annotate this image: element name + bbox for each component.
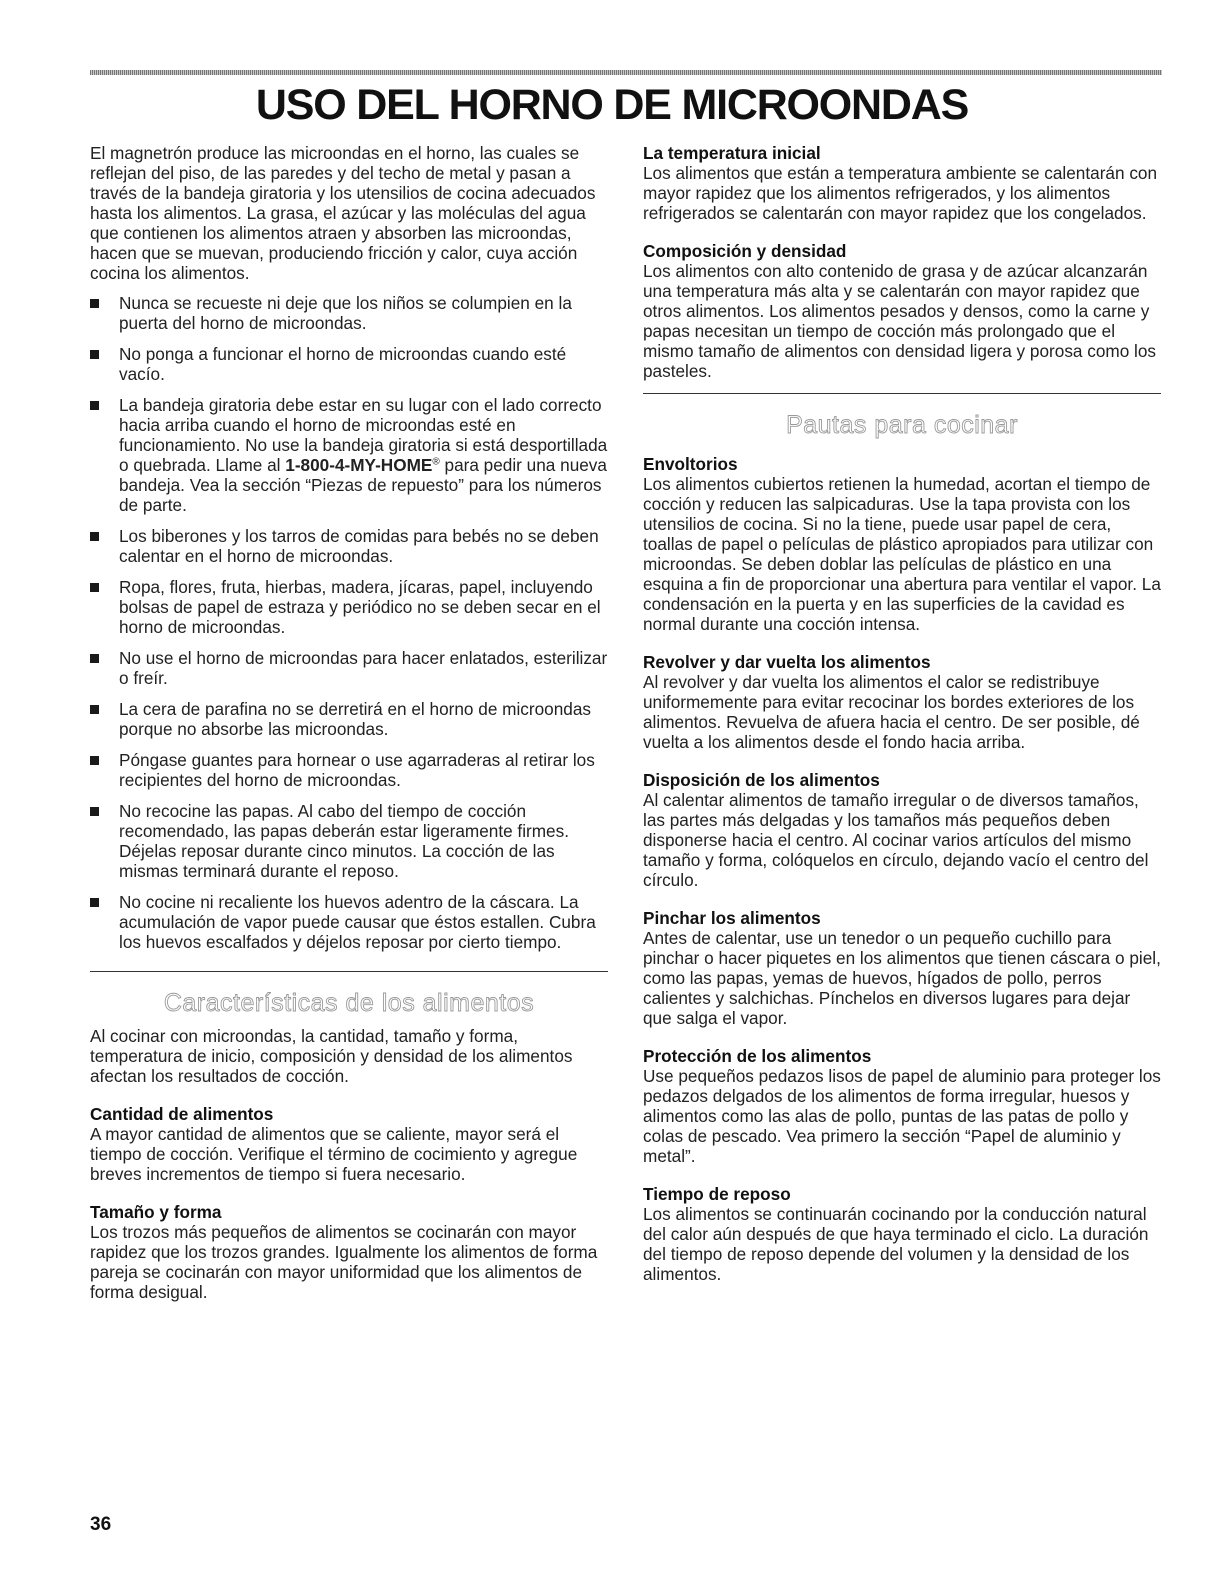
- bullet-square-icon: [90, 532, 99, 541]
- section-heading: Tiempo de reposo: [643, 1184, 791, 1204]
- section-body: Los alimentos se continuarán cocinando por la conducción natural del calor aún después de que haya terminado el ciclo. La duración del tiempo de reposo depende del volumen y la densidad de los alimentos.: [643, 1204, 1149, 1284]
- list-item: No ponga a funcionar el horno de microondas cuando esté vacío.: [90, 344, 608, 384]
- left-column: [90, 143, 608, 1302]
- section-heading: Revolver y dar vuelta los alimentos: [643, 652, 931, 672]
- section-body: Los alimentos con alto contenido de grasa y de azúcar alcanzarán una temperatura más alta y se calentarán con mayor rapidez que otros alimentos. Los alimentos pesados y densos, como la carne y papas necesitan un tiempo de cocción más prolongado que el mismo tamaño de alimentos con densidad ligera y porosa como los pasteles.: [643, 261, 1157, 381]
- top-dotted-rule: [90, 70, 1162, 75]
- section-initial-temperature: [643, 143, 1161, 223]
- bullet-square-icon: [90, 705, 99, 714]
- page-title: USO DEL HORNO DE MICROONDAS: [255, 81, 969, 129]
- safety-bullet-list: [90, 293, 608, 952]
- section-body: A mayor cantidad de alimentos que se caliente, mayor será el tiempo de cocción. Verifique el término de cocimiento y agregue breves incrementos de tiempo si fuera necesario.: [90, 1124, 578, 1184]
- section-heading: Pinchar los alimentos: [643, 908, 821, 928]
- bullet-square-icon: [90, 401, 99, 410]
- section-size-shape: [90, 1202, 608, 1302]
- bullet-square-icon: [90, 756, 99, 765]
- bullet-square-icon: [90, 807, 99, 816]
- section-heading: Disposición de los alimentos: [643, 770, 880, 790]
- section-heading: Composición y densidad: [643, 241, 847, 261]
- list-item: Ropa, flores, fruta, hierbas, madera, jícaras, papel, incluyendo bolsas de papel de estraza y periódico no se deben secar en el horno de microondas.: [90, 577, 608, 637]
- section-body: Los alimentos que están a temperatura ambiente se calentarán con mayor rapidez que los alimentos refrigerados, y los alimentos refrigerados se calentarán con mayor rapidez que los congelados.: [643, 163, 1158, 223]
- bullet-square-icon: [90, 654, 99, 663]
- bullet-square-icon: [90, 898, 99, 907]
- phone-number: 1-800-4-MY-HOME: [285, 455, 433, 475]
- registered-mark: ®: [432, 456, 440, 468]
- section-stirring: [643, 652, 1161, 752]
- section-shielding: [643, 1046, 1161, 1166]
- list-item: No cocine ni recaliente los huevos adentro de la cáscara. La acumulación de vapor puede causar que éstos estallen. Cubra los huevos escalfados y déjelos reposar por cierto tiempo.: [90, 892, 608, 952]
- section-divider: [643, 393, 1161, 394]
- section-wrappings: [643, 454, 1161, 634]
- page-number: 36: [90, 1514, 112, 1535]
- section-heading: Protección de los alimentos: [643, 1046, 872, 1066]
- list-item-turntable: La bandeja giratoria debe estar en su lugar con el lado correcto hacia arriba cuando el horno de microondas esté en funcionamiento. No use la bandeja giratoria si está desportillada o quebrada. Llame al 1-800-4-MY-HOME® para pedir una nueva bandeja. Vea la sección “Piezas de repuesto” para los números de parte.: [90, 395, 608, 515]
- bullet-square-icon: [90, 299, 99, 308]
- food-characteristics-intro: Al cocinar con microondas, la cantidad, tamaño y forma, temperatura de inicio, composición y densidad de los alimentos afectan los resultados de cocción.: [90, 1026, 573, 1086]
- section-heading: Tamaño y forma: [90, 1202, 222, 1222]
- list-item: Nunca se recueste ni deje que los niños se columpien en la puerta del horno de microondas.: [90, 293, 608, 333]
- list-item: No recocine las papas. Al cabo del tiempo de cocción recomendado, las papas deberán estar ligeramente firmes. Déjelas reposar durante cinco minutos. La cocción de las mismas terminará durante el reposo.: [90, 801, 608, 881]
- section-header-food-characteristics: Características de los alimentos: [163, 989, 535, 1017]
- section-body: Al calentar alimentos de tamaño irregular o de diversos tamaños, las partes más delgadas y los tamaños más pequeños deben disponerse hacia el centro. Al cocinar varios artículos del mismo tamaño y forma, colóquelos en círculo, dejando vacío el centro del círculo.: [643, 790, 1149, 890]
- list-item: La cera de parafina no se derretirá en el horno de microondas porque no absorbe las microondas.: [90, 699, 608, 739]
- section-body: Use pequeños pedazos lisos de papel de aluminio para proteger los pedazos delgados de los alimentos de forma irregular, huesos y alimentos como las alas de pollo, puntas de las patas de pollo y colas de pescado. Vea primero la sección “Papel de aluminio y metal”.: [643, 1066, 1161, 1166]
- section-heading: Cantidad de alimentos: [90, 1104, 274, 1124]
- section-body: Al revolver y dar vuelta los alimentos el calor se redistribuye uniformemente para evitar recocinar los bordes exteriores de los alimentos. Revuelva de afuera hacia el centro. De ser posible, dé vuelta a los alimentos desde el fondo hacia arriba.: [643, 672, 1140, 752]
- section-standing-time: [643, 1184, 1161, 1284]
- bullet-square-icon: [90, 350, 99, 359]
- section-heading: La temperatura inicial: [643, 143, 821, 163]
- section-body: Antes de calentar, use un tenedor o un pequeño cuchillo para pinchar o hacer piquetes en los alimentos que tienen cáscara o piel, como las papas, yemas de huevos, hígados de pollo, perros calientes y salchichas. Pínchelos en diversos lugares para dejar que salga el vapor.: [643, 928, 1161, 1028]
- section-header-cooking-guidelines: Pautas para cocinar: [786, 411, 1018, 439]
- section-arrangement: [643, 770, 1161, 890]
- section-composition-density: [643, 241, 1161, 381]
- section-heading: Envoltorios: [643, 454, 738, 474]
- list-item: Los biberones y los tarros de comidas para bebés no se deben calentar en el horno de microondas.: [90, 526, 608, 566]
- right-column: [643, 143, 1161, 1284]
- section-body: Los trozos más pequeños de alimentos se cocinarán con mayor rapidez que los trozos grandes. Igualmente los alimentos de forma pareja se cocinarán con mayor uniformidad que los alimentos de forma desigual.: [90, 1222, 598, 1302]
- list-item: Póngase guantes para hornear o use agarraderas al retirar los recipientes del horno de microondas.: [90, 750, 608, 790]
- section-quantity: [90, 1104, 608, 1184]
- section-piercing: [643, 908, 1161, 1028]
- list-item: No use el horno de microondas para hacer enlatados, esterilizar o freír.: [90, 648, 608, 688]
- section-divider: [90, 971, 608, 972]
- bullet-square-icon: [90, 583, 99, 592]
- section-body: Los alimentos cubiertos retienen la humedad, acortan el tiempo de cocción y reducen las salpicaduras. Use la tapa provista con los utensilios de cocina. Si no la tiene, puede usar papel de cera, toallas de papel o películas de plástico apropiados para utilizar con microondas. Se deben doblar las películas de plástico en una esquina a fin de proporcionar una abertura para ventilar el vapor. La condensación en la puerta y en las superficies de la cavidad es normal durante una cocción intensa.: [643, 474, 1161, 634]
- intro-paragraph: El magnetrón produce las microondas en el horno, las cuales se reflejan del piso, de las paredes y del techo de metal y pasan a través de la bandeja giratoria y los utensilios de cocina adecuados hasta los alimentos. La grasa, el azúcar y las moléculas del agua que contienen los alimentos atraen y absorben las microondas, hacen que se muevan, produciendo fricción y calor, cuya acción cocina los alimentos.: [90, 143, 596, 283]
